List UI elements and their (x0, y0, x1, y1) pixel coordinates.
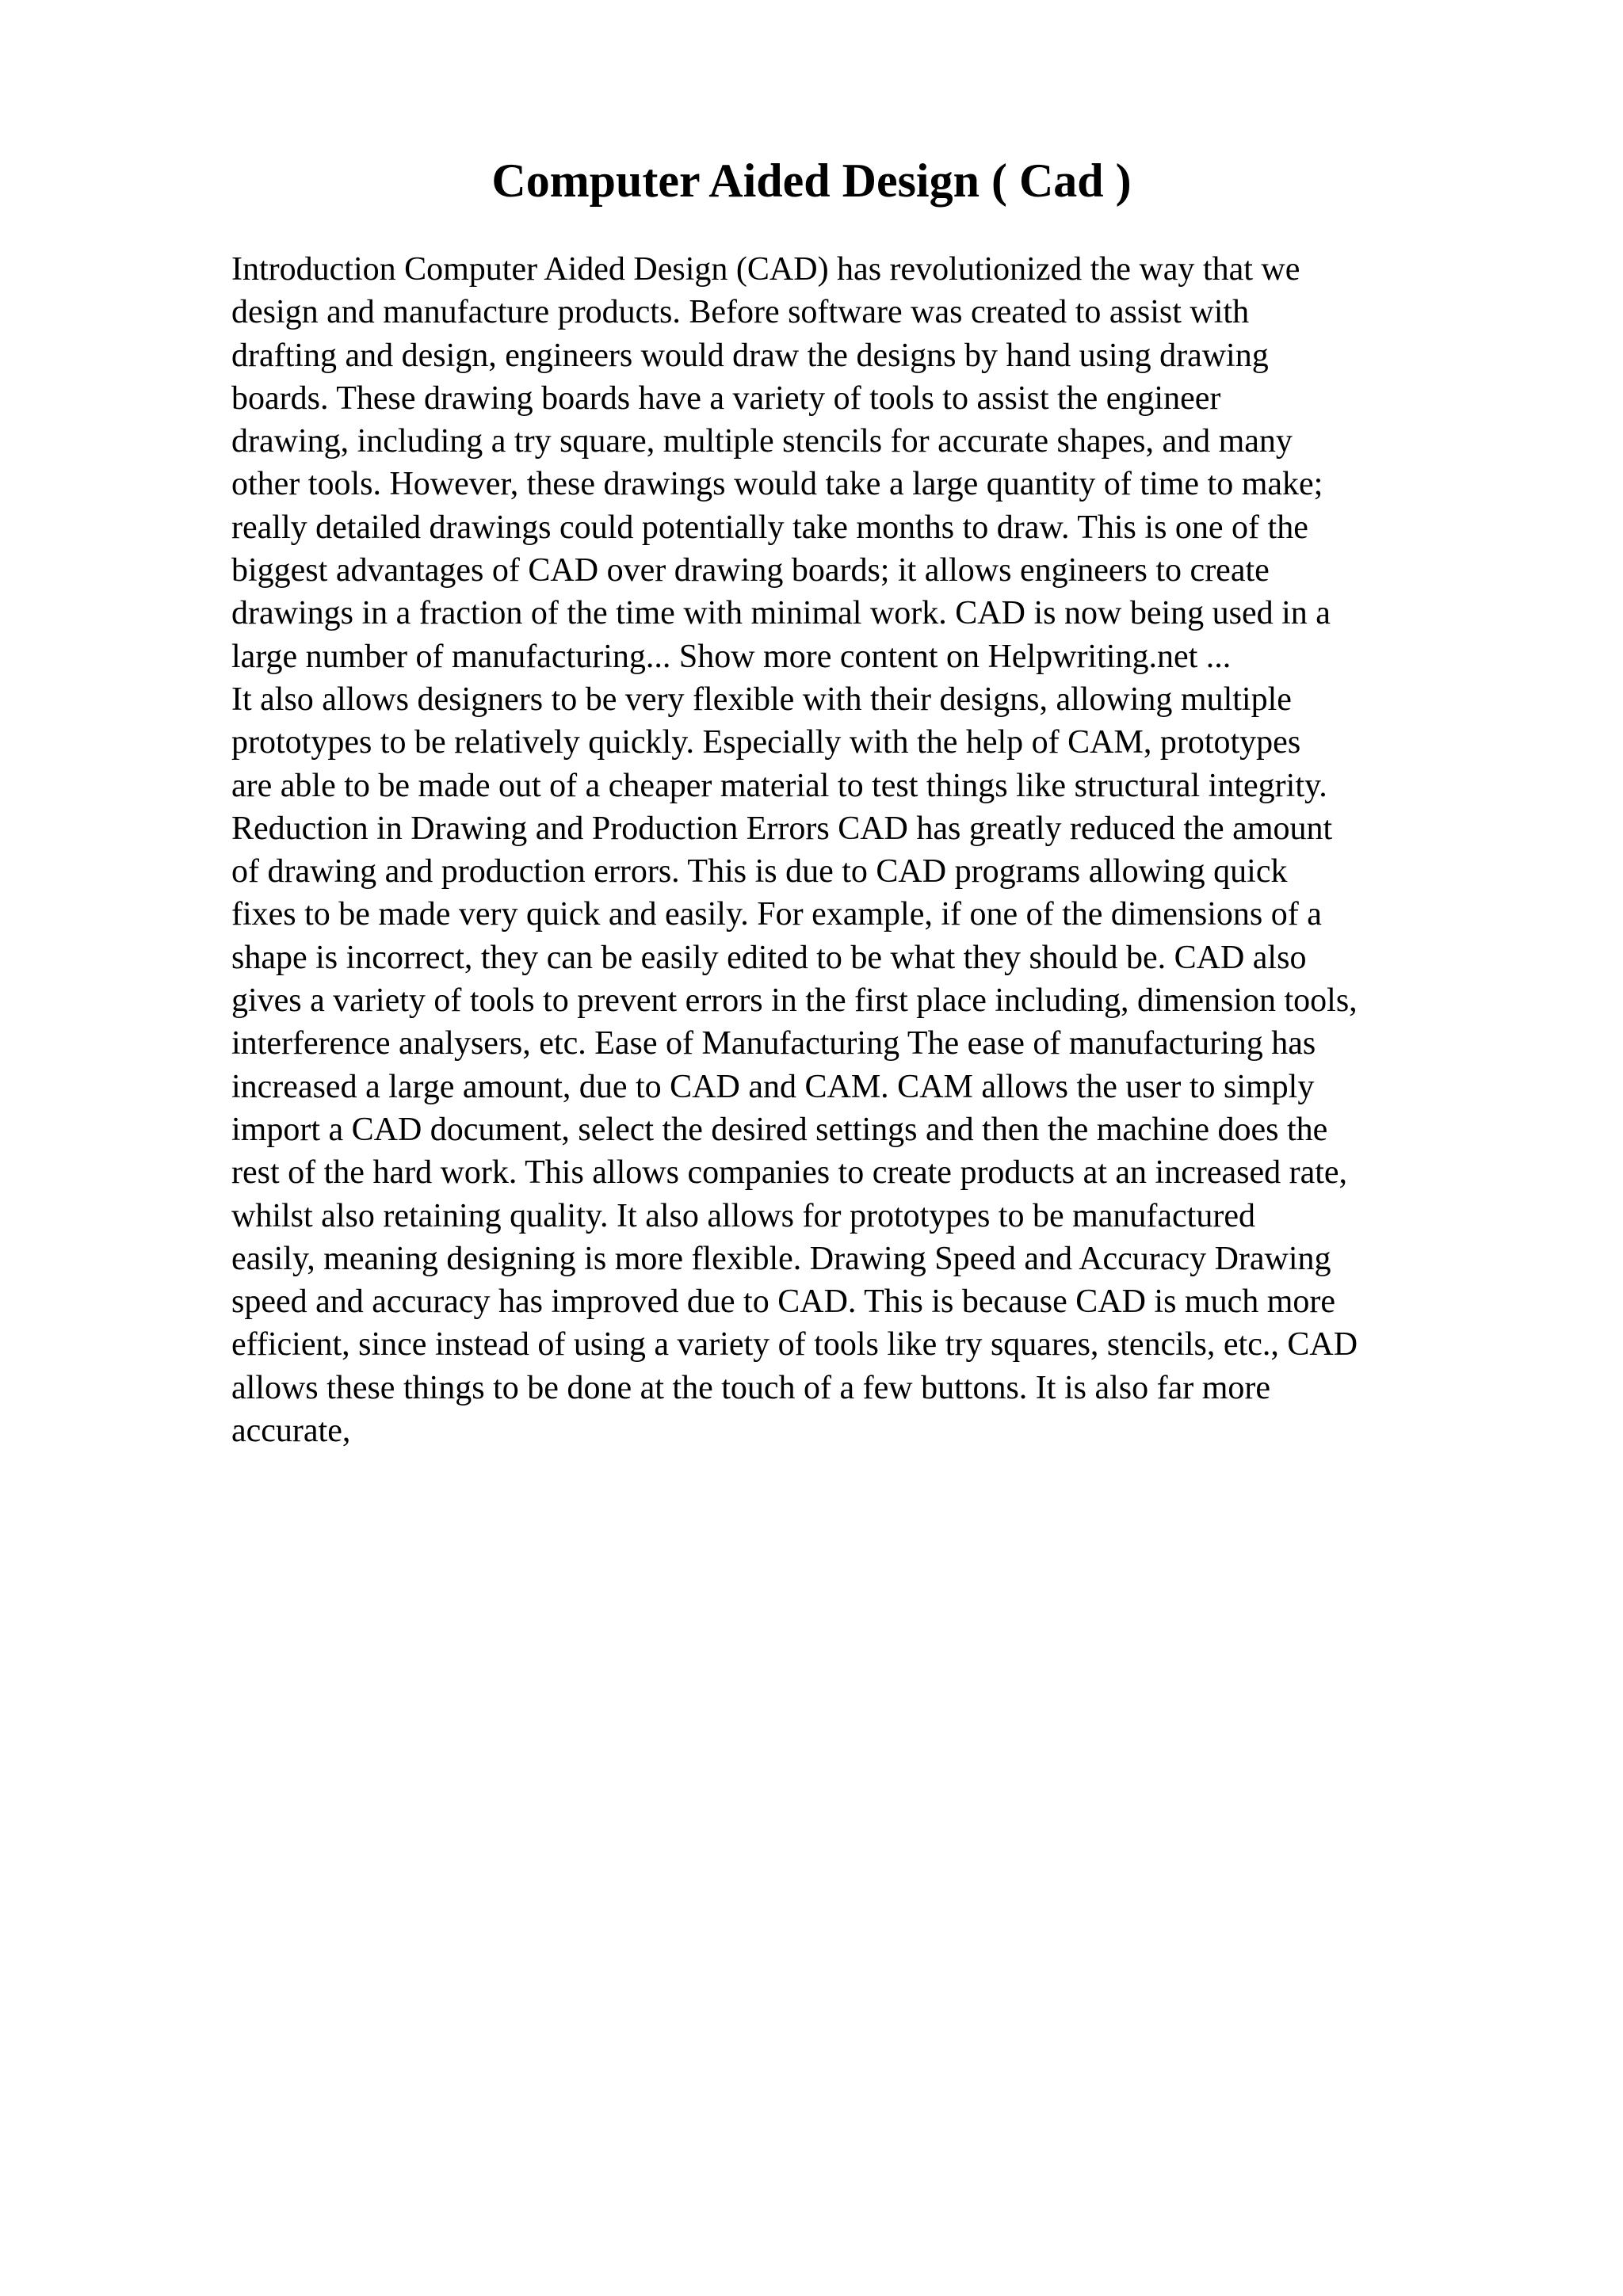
body-text-line: really detailed drawings could potentially take months to draw. This is one of the (231, 509, 1308, 546)
body-text-line: whilst also retaining quality. It also allows for prototypes to be manufactured (231, 1197, 1255, 1234)
body-text-line: interference analysers, etc. Ease of Manufacturing The ease of manufacturing has (231, 1025, 1316, 1062)
body-text-line: Introduction Computer Aided Design (CAD) has revolutionized the way that we (231, 251, 1300, 288)
document-body (231, 248, 1499, 1452)
body-text-line: are able to be made out of a cheaper material to test things like structural integrity. (231, 767, 1327, 804)
body-text-line: accurate, (231, 1413, 351, 1450)
body-text-line: biggest advantages of CAD over drawing boards; it allows engineers to create (231, 552, 1270, 589)
body-text-line: increased a large amount, due to CAD and CAM. CAM allows the user to simply (231, 1068, 1315, 1105)
body-text-line: design and manufacture products. Before software was created to assist with (231, 294, 1250, 331)
body-text-line: of drawing and production errors. This is due to CAD programs allowing quick (231, 853, 1288, 891)
body-text-line: easily, meaning designing is more flexible. Drawing Speed and Accuracy Drawing (231, 1240, 1331, 1277)
body-text-line: drawing, including a try square, multiple stencils for accurate shapes, and many (231, 423, 1293, 460)
body-text-line: boards. These drawing boards have a variety of tools to assist the engineer (231, 379, 1221, 417)
body-text-line: prototypes to be relatively quickly. Especially with the help of CAM, prototypes (231, 724, 1301, 761)
body-text-line: rest of the hard work. This allows companies to create products at an increased rate, (231, 1154, 1348, 1192)
body-text-line: shape is incorrect, they can be easily edited to be what they should be. CAD also (231, 939, 1307, 976)
body-text-line: It also allows designers to be very flexible with their designs, allowing multiple (231, 681, 1292, 718)
body-text-line: gives a variety of tools to prevent errors in the first place including, dimension tools, (231, 982, 1358, 1020)
body-text-line: import a CAD document, select the desired settings and then the machine does the (231, 1111, 1328, 1148)
body-text-line: fixes to be made very quick and easily. For example, if one of the dimensions of a (231, 896, 1322, 933)
body-text-line: Reduction in Drawing and Production Errors CAD has greatly reduced the amount (231, 810, 1333, 847)
body-text-line: drafting and design, engineers would draw the designs by hand using drawing (231, 337, 1269, 374)
body-text-line: speed and accuracy has improved due to CAD. This is because CAD is much more (231, 1283, 1336, 1321)
body-text-line: efficient, since instead of using a variety of tools like try squares, stencils, etc., CAD (231, 1326, 1358, 1363)
document-title: Computer Aided Design ( Cad ) (491, 154, 1132, 207)
body-text-line: drawings in a fraction of the time with minimal work. CAD is now being used in a (231, 595, 1331, 632)
body-text-line: other tools. However, these drawings would take a large quantity of time to make; (231, 466, 1323, 503)
body-text-line: allows these things to be done at the touch of a few buttons. It is also far more (231, 1369, 1271, 1406)
body-text-line: large number of manufacturing... Show more content on Helpwriting.net ... (231, 638, 1232, 675)
